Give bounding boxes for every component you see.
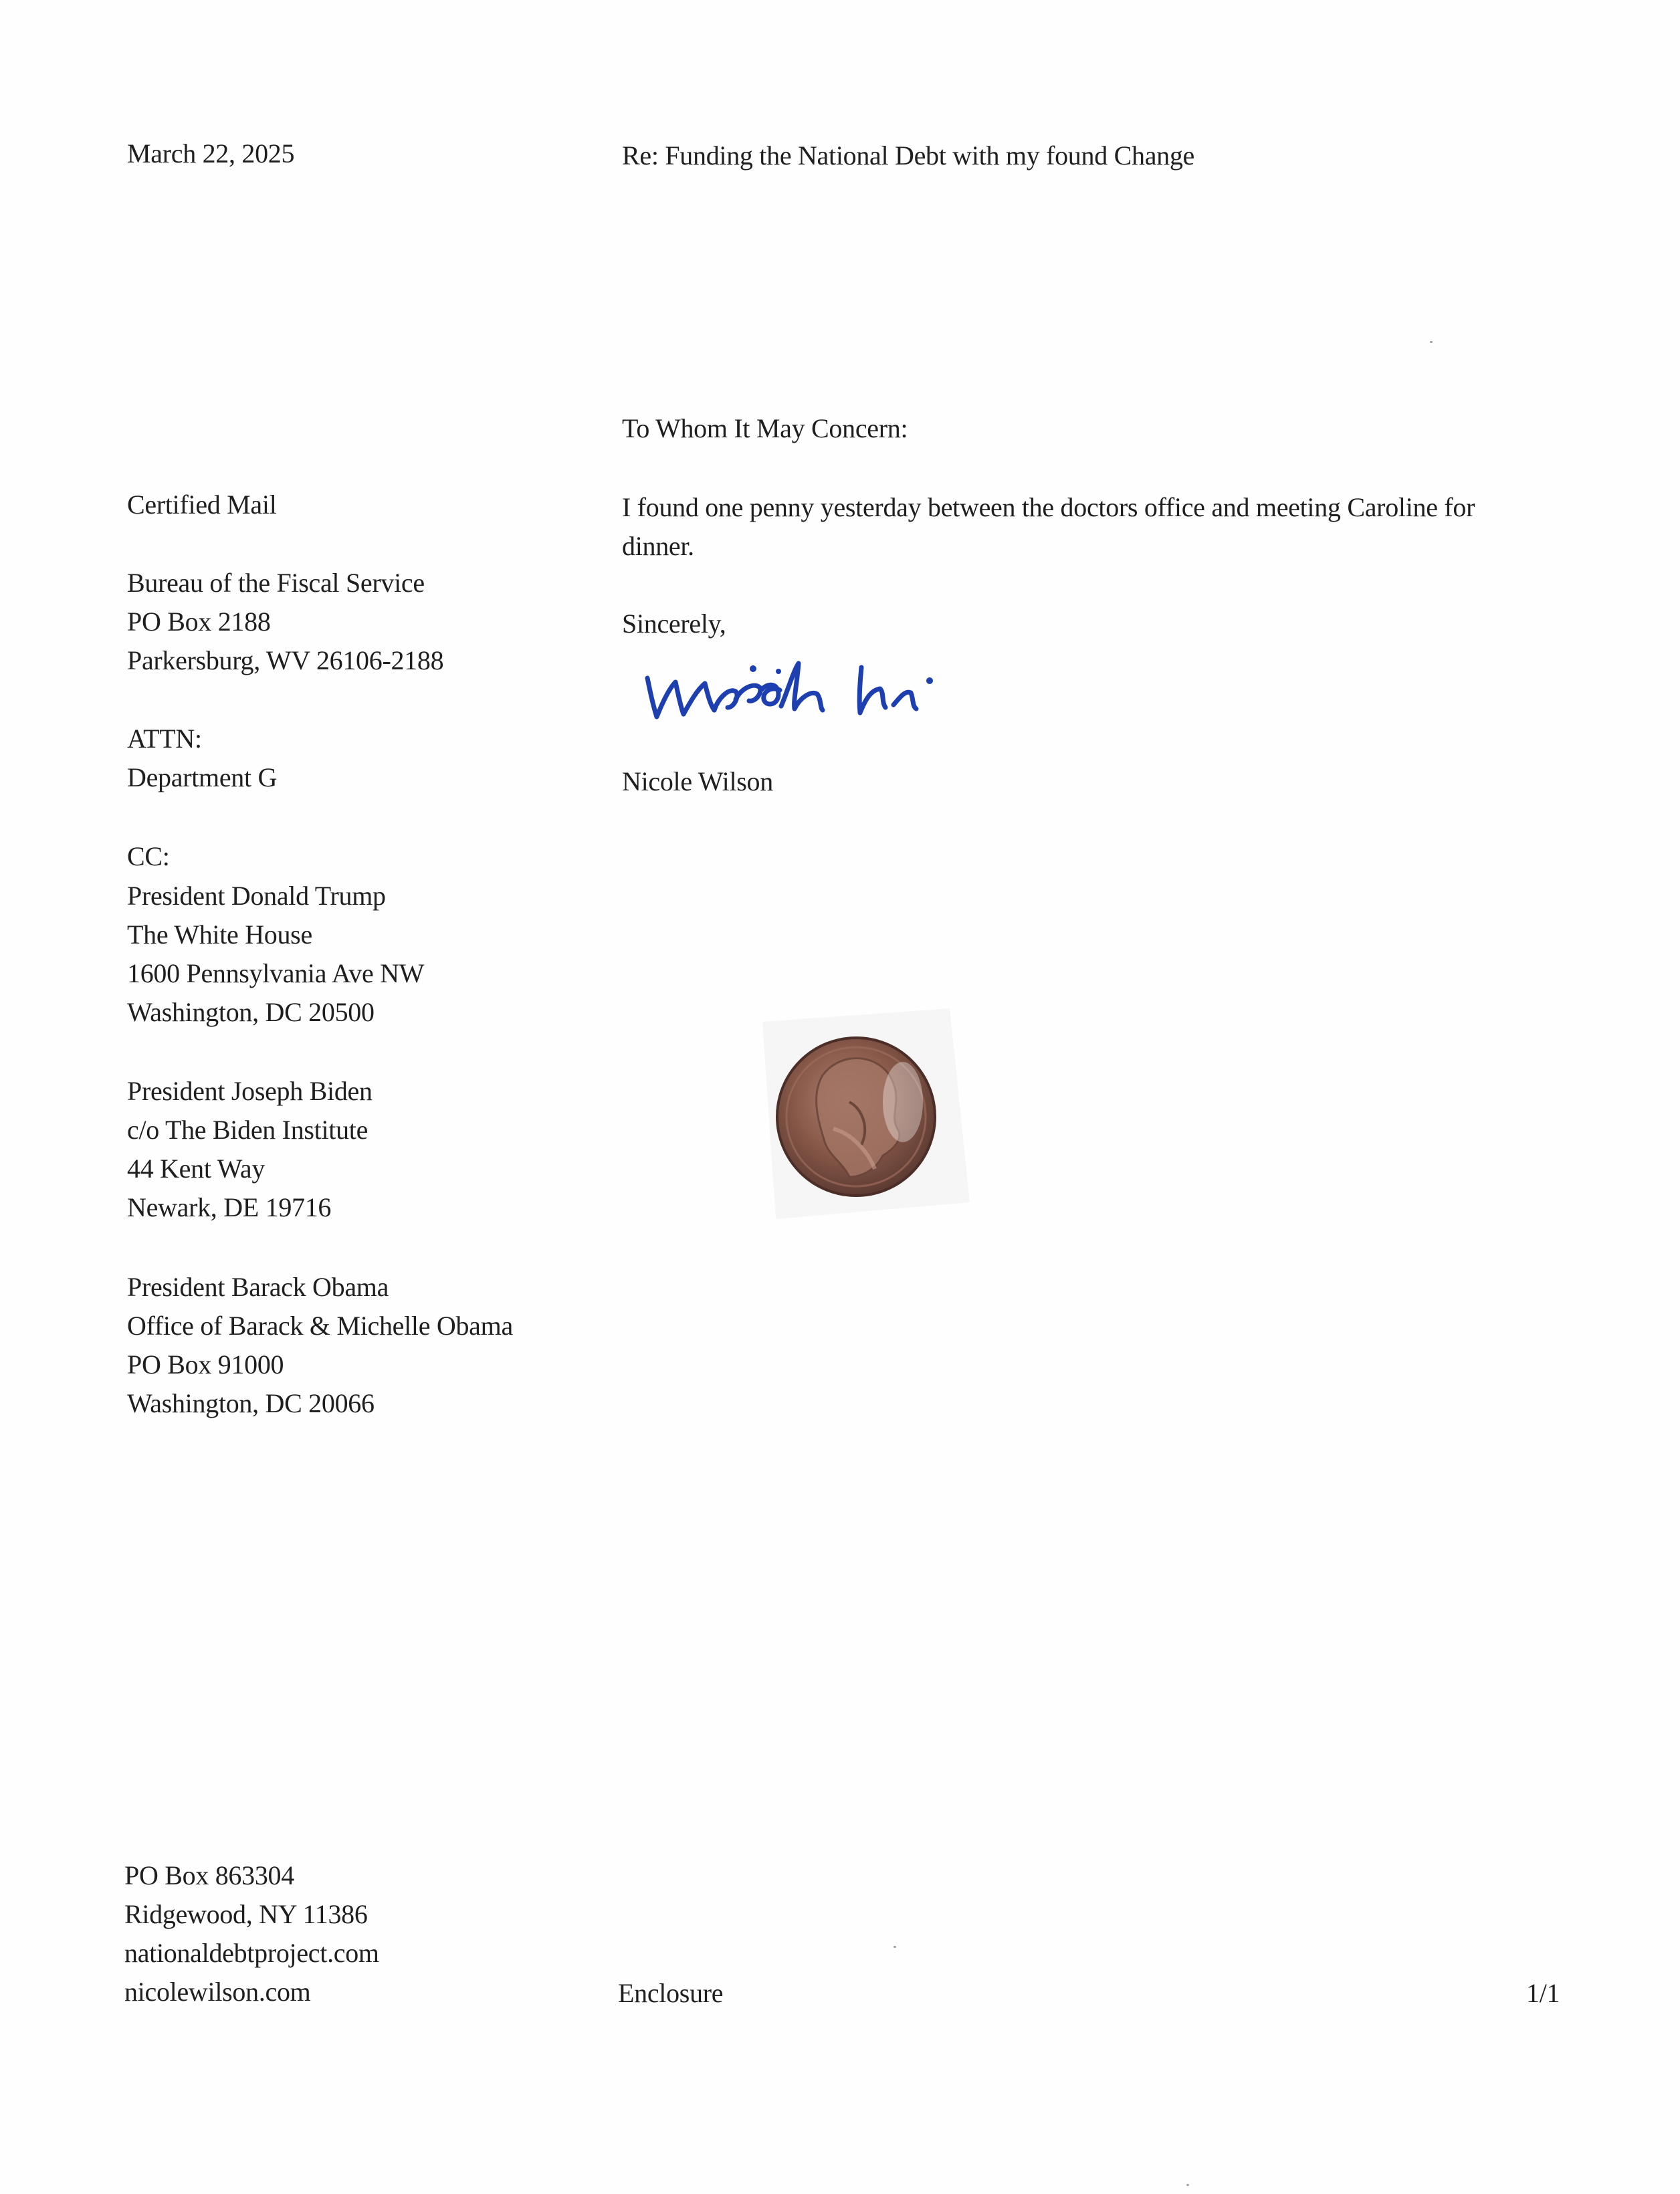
page-number: 1/1: [1526, 1978, 1560, 2008]
sender-website: nationaldebtproject.com: [124, 1938, 379, 1968]
sender-address: [124, 1856, 379, 2011]
letter-body: I found one penny yesterday between the doctors office and meeting Caroline for dinner.: [622, 492, 1475, 561]
handwritten-signature: [635, 643, 970, 744]
cc-line: Newark, DE 19716: [127, 1192, 332, 1222]
cc-recipient: [127, 1268, 513, 1423]
recipient-line: PO Box 2188: [127, 607, 271, 637]
signer-name: Nicole Wilson: [622, 766, 773, 796]
sender-line: Ridgewood, NY 11386: [124, 1899, 368, 1929]
cc-line: President Joseph Biden: [127, 1076, 373, 1106]
closing: Sincerely,: [622, 609, 726, 639]
attn-label: ATTN:: [127, 724, 202, 754]
cc-recipient: [127, 877, 424, 1032]
attn-value: Department G: [127, 762, 278, 792]
attention-block: [127, 720, 277, 797]
cc-line: The White House: [127, 919, 312, 950]
recipient-line: Bureau of the Fiscal Service: [127, 568, 425, 598]
recipient-line: Parkersburg, WV 26106-2188: [127, 645, 444, 675]
scan-speck: [1430, 341, 1433, 343]
cc-line: 44 Kent Way: [127, 1154, 266, 1184]
letter-date: March 22, 2025: [127, 138, 295, 169]
cc-line: Washington, DC 20500: [127, 997, 375, 1027]
cc-label: CC:: [127, 841, 170, 871]
delivery-method: Certified Mail: [127, 489, 277, 520]
cc-line: Office of Barack & Michelle Obama: [127, 1311, 513, 1341]
sender-website: nicolewilson.com: [124, 1977, 311, 2007]
cc-line: c/o The Biden Institute: [127, 1115, 369, 1145]
cc-recipient: [127, 1072, 373, 1227]
cc-line: 1600 Pennsylvania Ave NW: [127, 958, 425, 988]
cc-line: President Barack Obama: [127, 1272, 389, 1302]
letter-subject: Re: Funding the National Debt with my found Change: [622, 140, 1194, 171]
recipient-address: [127, 564, 443, 680]
enclosure-note: Enclosure: [618, 1978, 724, 2008]
salutation: To Whom It May Concern:: [622, 413, 908, 443]
penny-icon: [749, 1002, 976, 1229]
scan-speck: [1186, 2184, 1189, 2186]
sender-line: PO Box 863304: [124, 1860, 294, 1890]
cc-line: Washington, DC 20066: [127, 1388, 375, 1418]
cc-line: PO Box 91000: [127, 1349, 284, 1380]
cc-line: President Donald Trump: [127, 881, 386, 911]
scan-speck: [894, 1946, 896, 1948]
